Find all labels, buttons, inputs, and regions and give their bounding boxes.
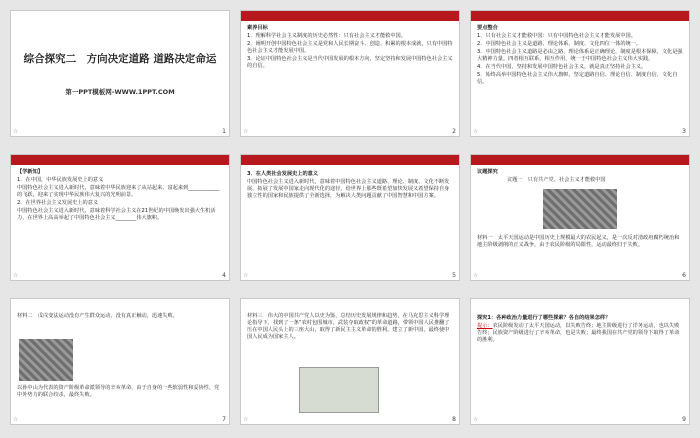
slide-number: 1 [222,128,226,135]
text-line: 材料一 太平天国运动是中国历史上规模最大的农民起义，是一次反对清政府腐朽统治和地主阶级剥削的正义战争，由于农民阶级的局限性，运动最终归于失败。 [477,235,680,248]
text-line: 中国特色社会主义进入新时代，意味着中华民族迎来了从站起来、富起来到____________的飞跃，迎来了实现中华民族伟大复兴的光明前景。 [17,185,220,198]
text-line: 2．阐明开创中国特色社会主义是党和人民长期奋斗、创造、积累的根本成就，只有中国特色社会主义才能发展中国。 [247,41,453,54]
text-line: 中国特色社会主义进入新时代，意味着科学社会主义在21世纪的中国焕发出强大生机活力，在世界上高高举起了中国特色社会主义________伟大旗帜。 [17,208,216,221]
slide-thumbnail-7[interactable] [10,298,230,425]
text-line: 4．在当代中国，坚持和发展中国特色社会主义，就是真正坚持社会主义。 [477,64,647,70]
slide-number: 5 [452,272,456,279]
slide-content [247,171,453,201]
slide-header-bar [471,11,689,21]
text-line: 以孙中山为代表的资产阶级革命派领导的辛亥革命，由于自身的一些软弱性和妥协性，党中外势力的联合绞杀，最终失败。 [17,385,220,398]
slide-thumbnail-6[interactable] [470,154,690,281]
star-icon: ☆ [13,128,19,135]
slide-content [247,25,453,71]
section-heading: 【学新知】 [17,169,43,175]
text-line: 材料二 戊戌变法运动没有产生群众运动，没有真正触动，迅速失败。 [17,313,178,319]
text-line: 议题一 只有共产党、社会主义才能救中国 [507,177,606,183]
slide-title: 综合探究二 方向决定道路 道路决定命运 [23,53,217,65]
slide-number: 9 [682,416,686,423]
star-icon: ☆ [243,272,249,279]
text-line: 1．理解科学社会主义制度的历史必然性：只有社会主义才能救中国。 [247,33,406,39]
text-line: 中国特色社会主义进入新时代，意味着中国特色社会主义道路、理论、制度、文化不断发展，拓展了发展中国家走向现代化的途径，给世界上那些既希望加快发展又希望保持自身独立性的国家和民族提供了全新选择，为解决人类问题贡献了中国智慧和中国方案。 [247,179,450,199]
slide-content [477,315,683,345]
slide-caption [477,235,683,250]
slide-thumbnail-4[interactable] [10,154,230,281]
slide-thumbnail-1[interactable] [10,10,230,137]
slide-content [17,169,223,223]
text-line: 3．在人类社会发展史上的意义 [247,171,319,177]
slide-header-bar [241,155,459,165]
slide-thumbnail-8[interactable] [240,298,460,425]
slide-number: 3 [682,128,686,135]
section-heading: 要点整合 [477,25,498,31]
slide-number: 8 [452,416,456,423]
section-heading: 议题探究 [477,169,498,175]
text-line: 材料三 伟大的中国共产党人以史为鉴，总结历史发展规律和趋势，在马克思主义科学理论指导下，找到了一条“农村包围城市，武装夺取政权”的革命道路，带领中国人民推翻了压在中国人民头上的三座大山，取得了新民主主义革命的胜利，建立了新中国，最终使中国人民成为国家主人。 [247,313,450,340]
hint-text [477,323,683,344]
slide-caption [17,385,223,400]
slide-thumbnail-3[interactable] [470,10,690,137]
text-line: 5．始终高举中国特色社会主义伟大旗帜，坚定道路自信、理论自信、制度自信、文化自信。 [477,72,678,85]
slide-header-bar [471,155,689,165]
star-icon: ☆ [243,416,249,423]
text-line: 3．论证中国特色社会主义是当代中国发展的根本方向，坚定坚持和发展中国特色社会主义的自信。 [247,56,453,69]
text-line: 3．中国特色社会主义道路是必由之路，理论体系是正确理论，制度是根本保障，文化是强大精神力量。四者相互联系，相互作用，统一于中国特色社会主义伟大实践。 [477,49,683,62]
slide-content [17,313,223,321]
text-line: 2．在世界社会主义发展史上的意义 [17,200,99,206]
historical-photo [19,339,73,381]
slide-number: 7 [222,416,226,423]
text-line: 2．中国特色社会主义是道路、理论体系、制度、文化四位一体的统一。 [477,41,642,47]
slide-thumbnail-5[interactable] [240,154,460,281]
star-icon: ☆ [473,416,479,423]
slide-header-bar [11,155,229,165]
slide-subtitle: 第一PPT模板网-WWW.1PPT.COM [65,88,175,96]
star-icon: ☆ [13,272,19,279]
slide-number: 6 [682,272,686,279]
star-icon: ☆ [243,128,249,135]
slide-content [247,313,453,342]
slide-number: 2 [452,128,456,135]
question-text: 探究1：各种政治力量进行了哪些探索？各自的结果怎样？ [477,315,611,321]
star-icon: ☆ [473,272,479,279]
slide-thumbnail-2[interactable] [240,10,460,137]
slide-thumbnail-9[interactable] [470,298,690,425]
text-line: 1．只有社会主义才能救中国：只有中国特色社会主义才能发展中国。 [477,33,636,39]
section-heading: 素养目标 [247,25,268,31]
hint-label: 提示： [477,323,493,329]
historical-photo [543,189,617,229]
slide-content [477,25,683,87]
star-icon: ☆ [473,128,479,135]
hint-body: 农民阶级发动了太平天国运动，以失败告终；地主阶级进行了洋务运动，也以失败告终；民族资产阶级进行了辛亥革命，也是失败；最终我国在共产党的领导下取得了革命的胜利。 [477,323,680,343]
map-image [299,367,379,413]
slide-header-bar [241,11,459,21]
star-icon: ☆ [13,416,19,423]
slide-content [477,169,683,185]
text-line: 1．在中国，中华民族发展史上的意义 [17,177,104,183]
slide-number: 4 [222,272,226,279]
